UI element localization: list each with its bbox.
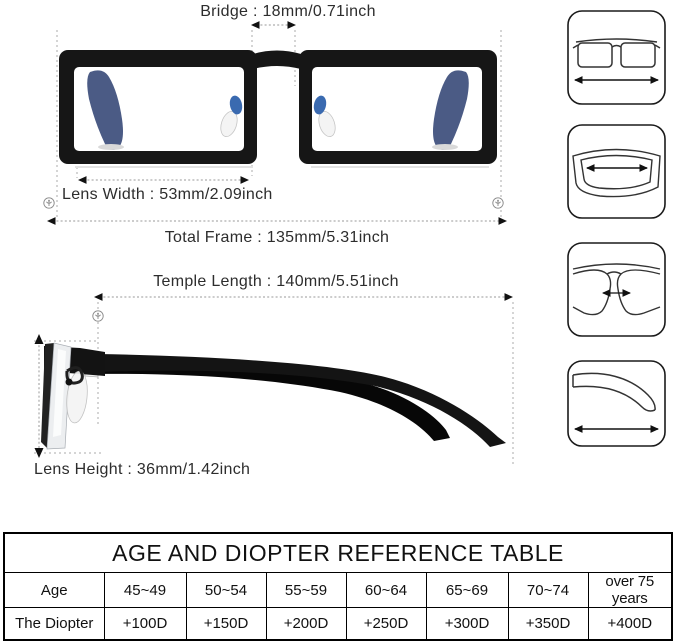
table-cell: +350D xyxy=(508,608,588,641)
table-cell: 60~64 xyxy=(346,573,426,608)
temple-length-legend-box xyxy=(568,361,665,446)
age-row xyxy=(4,573,672,608)
table-cell: +150D xyxy=(186,608,266,641)
glasses-front-view-photo xyxy=(59,50,497,167)
temple-length-measurement-label: Temple Length : 140mm/5.51inch xyxy=(153,273,399,290)
table-title-row xyxy=(4,533,672,573)
table-cell: +100D xyxy=(104,608,186,641)
table-cell: 70~74 xyxy=(508,573,588,608)
table-cell: +400D xyxy=(588,608,672,641)
hinge-icon xyxy=(493,198,503,208)
hinge-icon xyxy=(44,198,54,208)
table-cell: 55~59 xyxy=(266,573,346,608)
table-cell: 65~69 xyxy=(426,573,508,608)
table-cell: over 75 years xyxy=(588,573,672,608)
bridge-width-legend-box xyxy=(568,243,665,336)
age-diopter-reference-table xyxy=(3,532,673,641)
lens-width-legend-box xyxy=(568,125,665,218)
table-cell: +200D xyxy=(266,608,346,641)
total-frame-measurement-label: Total Frame : 135mm/5.31inch xyxy=(164,229,390,246)
bridge-measurement-label: Bridge : 18mm/0.71inch xyxy=(200,3,376,20)
bridge-bar xyxy=(253,51,301,70)
table-title: AGE AND DIOPTER REFERENCE TABLE xyxy=(4,533,672,573)
table-cell: 50~54 xyxy=(186,573,266,608)
table-cell: +250D xyxy=(346,608,426,641)
table-cell: +300D xyxy=(426,608,508,641)
row-label: The Diopter xyxy=(4,608,104,641)
diopter-row xyxy=(4,608,672,641)
row-label: Age xyxy=(4,573,104,608)
table-cell: 45~49 xyxy=(104,573,186,608)
glasses-side-view-photo xyxy=(41,343,506,449)
lens-height-measurement-label: Lens Height : 36mm/1.42inch xyxy=(34,461,251,478)
lens-width-measurement-label: Lens Width : 53mm/2.09inch xyxy=(62,186,273,203)
frame-width-legend-box xyxy=(568,11,665,104)
hinge-icon xyxy=(93,311,103,321)
